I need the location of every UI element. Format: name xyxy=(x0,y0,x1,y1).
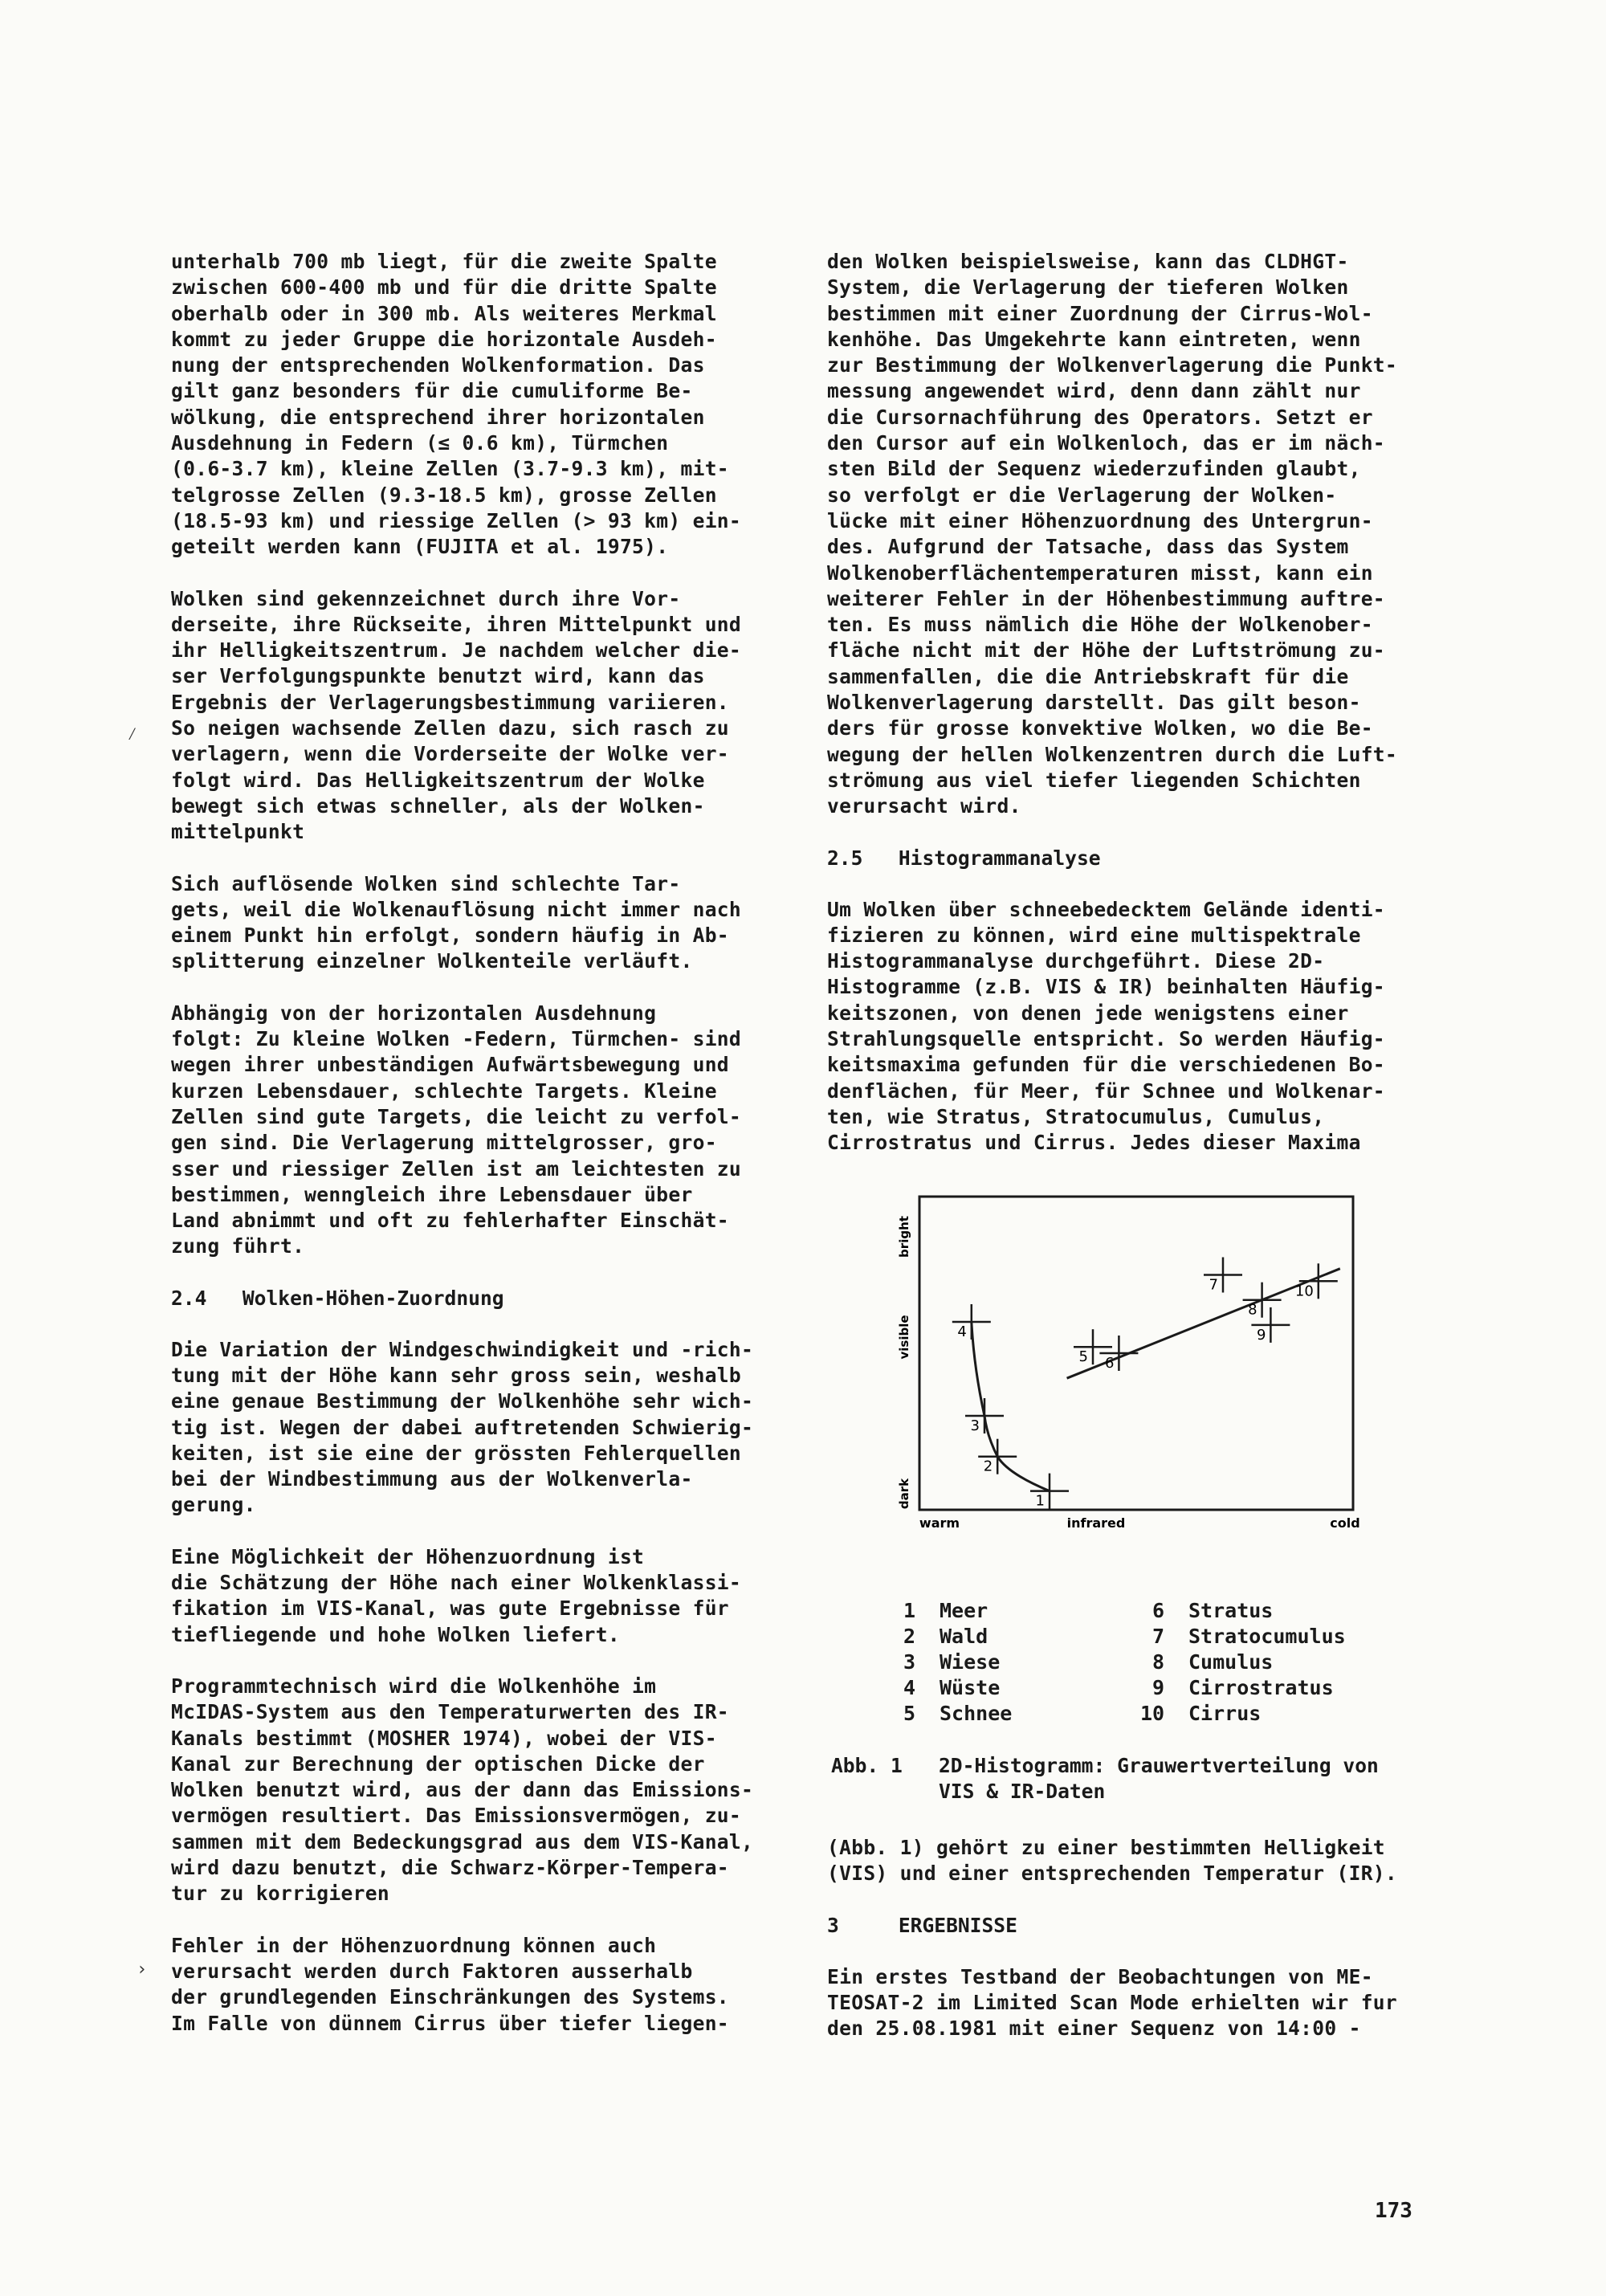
section-heading-3: 3 ERGEBNISSE xyxy=(827,1913,1017,1937)
paragraph: Ein erstes Testband der Beobachtungen von ME- TEOSAT-2 im Limited Scan Mode erhielten wir fur den 25.08.1981 mit einer Sequenz von 14:00 - xyxy=(827,1964,1398,2041)
data-point-4 xyxy=(952,1304,991,1340)
point-label: 7 xyxy=(1209,1276,1218,1294)
data-point-3 xyxy=(965,1398,1004,1434)
left-column xyxy=(171,249,793,2062)
paragraph: den Wolken beispielsweise, kann das CLDHGT- System, die Verlagerung der tieferen Wolken bestimmen mit einer Zuordnung der Cirrus-Wol- kenhöhe. Das Umgekehrte kann eintreten, wenn zur Bestimmung der Wolkenverlagerung die Punkt- messung angewendet wird, denn dann zählt nur die Cursornachführung des Operators. Setzt er den Cursor auf ein Wolkenloch, das er im näch- sten Bild der Sequenz wiederzufinden glaubt, so verfolgt er die Verlagerung der Wolken- lücke mit einer Höhenzuordnung des Untergrun- des. Aufgrund der Tatsache, dass das System Wolkenoberflächentemperaturen misst, kann ein weiterer Fehler in der Höhenbestimmung auftre- ten. Es muss nämlich die Höhe der Wolkenober- fläche nicht mit der Höhe der Luftströmung zu- sammenfallen, die die Antriebskraft für die Wolkenverlagerung darstellt. Das gilt beson- ders für grosse konvektive Wolken, wo die Be- wegung der hellen Wolkenzentren durch die Luft- strömung aus viel tiefer liegenden Schichten verursacht wird. xyxy=(827,250,1398,818)
margin-mark-bullet: › xyxy=(137,1960,148,1980)
paragraph: unterhalb 700 mb liegt, für die zweite Spalte zwischen 600-400 mb und für die dritte Spalte oberhalb oder in 300 mb. Als weiteres Merkmal kommt zu jeder Gruppe die horizontale Ausdeh- nung der entsprechenden Wolkenformation. Das gilt ganz besonders für die cumuliforme Be- wölkung, die entsprechend ihrer horizontalen Ausdehnung in Federn (≤ 0.6 km), Türmchen (0.6-3.7 km), kleine Zellen (3.7-9.3 km), mit- telgrosse Zellen (9.3-18.5 km), grosse Zellen (18.5-93 km) und riessige Zellen (> 93 km) ein- geteilt werden kann (FUJITA et al. 1975). xyxy=(171,250,742,559)
data-point-7 xyxy=(1204,1258,1242,1294)
legend-label: Cirrus xyxy=(1188,1702,1262,1725)
point-label: 10 xyxy=(1294,1283,1314,1300)
y-tick-label: dark xyxy=(897,1478,911,1510)
legend-row xyxy=(891,1650,1437,1675)
legend-label: Schnee xyxy=(940,1702,1013,1725)
point-label: 3 xyxy=(970,1417,980,1434)
legend-row xyxy=(891,1701,1437,1727)
paragraph: Fehler in der Höhenzuordnung können auch verursacht werden durch Faktoren ausserhalb der grundlegenden Einschränkungen des Systems. Im Falle von dünnem Cirrus über tiefer liegen- xyxy=(171,1933,729,2035)
caption-label: Abb. 1 xyxy=(831,1754,903,1777)
point-label: 2 xyxy=(983,1458,993,1475)
section-heading-2-5: 2.5 Histogrammanalyse xyxy=(827,846,1101,870)
point-label: 4 xyxy=(957,1323,967,1340)
legend-label: Cirrostratus xyxy=(1188,1676,1334,1699)
caption-text: VIS & IR-Daten xyxy=(939,1780,1106,1803)
legend-label: Wüste xyxy=(940,1676,1001,1699)
margin-tick: ⁄ xyxy=(127,724,138,744)
legend-number: 9 xyxy=(1152,1676,1164,1699)
paragraph: Die Variation der Windgeschwindigkeit und -rich- tung mit der Höhe kann sehr gross sein, weshalb eine genaue Bestimmung der Wolkenhöhe sehr wich- tig ist. Wegen der dabei auftretenden Schwierig- keiten, ist sie eine der grössten Fehlerquellen bei der Windbestimmung aus der Wolkenverla- gerung. xyxy=(171,1337,754,1517)
data-point-10 xyxy=(1295,1263,1338,1299)
legend-row xyxy=(891,1598,1437,1624)
legend-label: Wiese xyxy=(940,1650,1001,1674)
legend-number: 3 xyxy=(903,1650,915,1674)
data-point-1 xyxy=(1030,1474,1069,1510)
y-axis-label: visible xyxy=(897,1315,911,1360)
legend-number: 6 xyxy=(1152,1599,1164,1622)
legend-number: 5 xyxy=(903,1702,915,1725)
point-label: 5 xyxy=(1078,1348,1088,1366)
histogram-figure xyxy=(895,1189,1377,1542)
x-tick-label: cold xyxy=(1330,1515,1360,1531)
paragraph: Abhängig von der horizontalen Ausdehnung folgt: Zu kleine Wolken -Federn, Türmchen- sind wegen ihrer unbeständigen Aufwärtsbewegung und kurzen Lebensdauer, schlechte Targets. Kleine Zellen sind gute Targets, die leicht zu verfol- gen sind. Die Verlagerung mittelgrosser, gro- sser und riessiger Zellen ist am leichtesten zu bestimmen, wenngleich ihre Lebensdauer über Land abnimmt und oft zu fehlerhafter Einschät- zung führt. xyxy=(171,1001,742,1258)
right-column-lower xyxy=(827,1835,1453,2067)
point-label: 8 xyxy=(1248,1301,1257,1319)
legend-label: Stratus xyxy=(1188,1599,1274,1622)
point-label: 1 xyxy=(1035,1492,1045,1510)
legend-number: 2 xyxy=(903,1625,915,1648)
legend-row xyxy=(891,1624,1437,1650)
x-tick-label: warm xyxy=(919,1515,960,1531)
legend-label: Stratocumulus xyxy=(1188,1625,1346,1648)
legend-number: 10 xyxy=(1140,1702,1165,1725)
paragraph: Programmtechnisch wird die Wolkenhöhe im McIDAS-System aus den Temperaturwerten des IR- Kanals bestimmt (MOSHER 1974), wobei der VIS- Kanal zur Berechnung der optischen Dicke der Wolken benutzt wird, aus der dann das Emissions- vermögen resultiert. Das Emissionsvermögen, zu- sammen mit dem Bedeckungsgrad aus dem VIS-Kanal, wird dazu benutzt, die Schwarz-Körper-Tempera- tur zu korrigieren xyxy=(171,1674,754,1906)
figure-caption xyxy=(831,1753,1449,1805)
section-heading-2-4: 2.4 Wolken-Höhen-Zuordnung xyxy=(171,1286,504,1310)
legend-label: Meer xyxy=(940,1599,988,1622)
data-point-6 xyxy=(1099,1336,1138,1372)
paragraph: Wolken sind gekennzeichnet durch ihre Vor- derseite, ihre Rückseite, ihren Mittelpunkt und ihr Helligkeitszentrum. Je nachdem welcher die- ser Verfolgungspunkte benutzt wird, kann das Ergebnis der Verlagerungsbestimmung variieren. So neigen wachsende Zellen dazu, sich rasch zu verlagern, wenn die Vorderseite der Wolke ver- folgt wird. Das Helligkeitszentrum der Wolke bewegt sich etwas schneller, als der Wolken- mittelpunkt xyxy=(171,586,742,844)
paragraph: Eine Möglichkeit der Höhenzuordnung ist die Schätzung der Höhe nach einer Wolkenklassi- fikation im VIS-Kanal, was gute Ergebnisse für tiefliegende und hohe Wolken liefert. xyxy=(171,1544,742,1646)
legend-row xyxy=(891,1675,1437,1701)
paragraph: (Abb. 1) gehört zu einer bestimmten Helligkeit (VIS) und einer entsprechenden Temperatur (IR). xyxy=(827,1836,1398,1886)
point-label: 6 xyxy=(1104,1355,1115,1372)
y-tick-label: bright xyxy=(897,1216,911,1258)
caption-text: 2D-Histogramm: Grauwertverteilung von xyxy=(939,1754,1379,1777)
legend-label: Cumulus xyxy=(1188,1650,1274,1674)
figure-legend xyxy=(891,1598,1437,1727)
legend-number: 7 xyxy=(1152,1625,1164,1648)
legend-number: 1 xyxy=(903,1599,915,1622)
x-axis-label: infrared xyxy=(1066,1515,1126,1531)
legend-number: 4 xyxy=(903,1676,915,1699)
legend-number: 8 xyxy=(1152,1650,1164,1674)
right-column xyxy=(827,249,1453,1182)
paragraph: Sich auflösende Wolken sind schlechte Tar- gets, weil die Wolkenauflösung nicht immer nach einem Punkt hin erfolgt, sondern häufig in Ab- splitterung einzelner Wolkenteile verläuft. xyxy=(171,871,742,973)
legend-label: Wald xyxy=(940,1625,988,1648)
paragraph: Um Wolken über schneebedecktem Gelände identi- fizieren zu können, wird eine multispektrale Histogrammanalyse durchgeführt. Diese 2D- Histogramme (z.B. VIS & IR) beinhalten Häufig- keitszonen, von denen jede wenigstens einer Strahlungsquelle entspricht. So werden Häufig- keitsmaxima gefunden für die verschiedenen Bo- denflächen, für Meer, für Schnee und Wolkenar- ten, wie Stratus, Stratocumulus, Cumulus, Cirrostratus und Cirrus. Jedes dieser Maxima xyxy=(827,897,1385,1155)
point-label: 9 xyxy=(1256,1326,1266,1344)
page-number: 173 xyxy=(1375,2199,1412,2223)
data-point-8 xyxy=(1243,1283,1282,1319)
